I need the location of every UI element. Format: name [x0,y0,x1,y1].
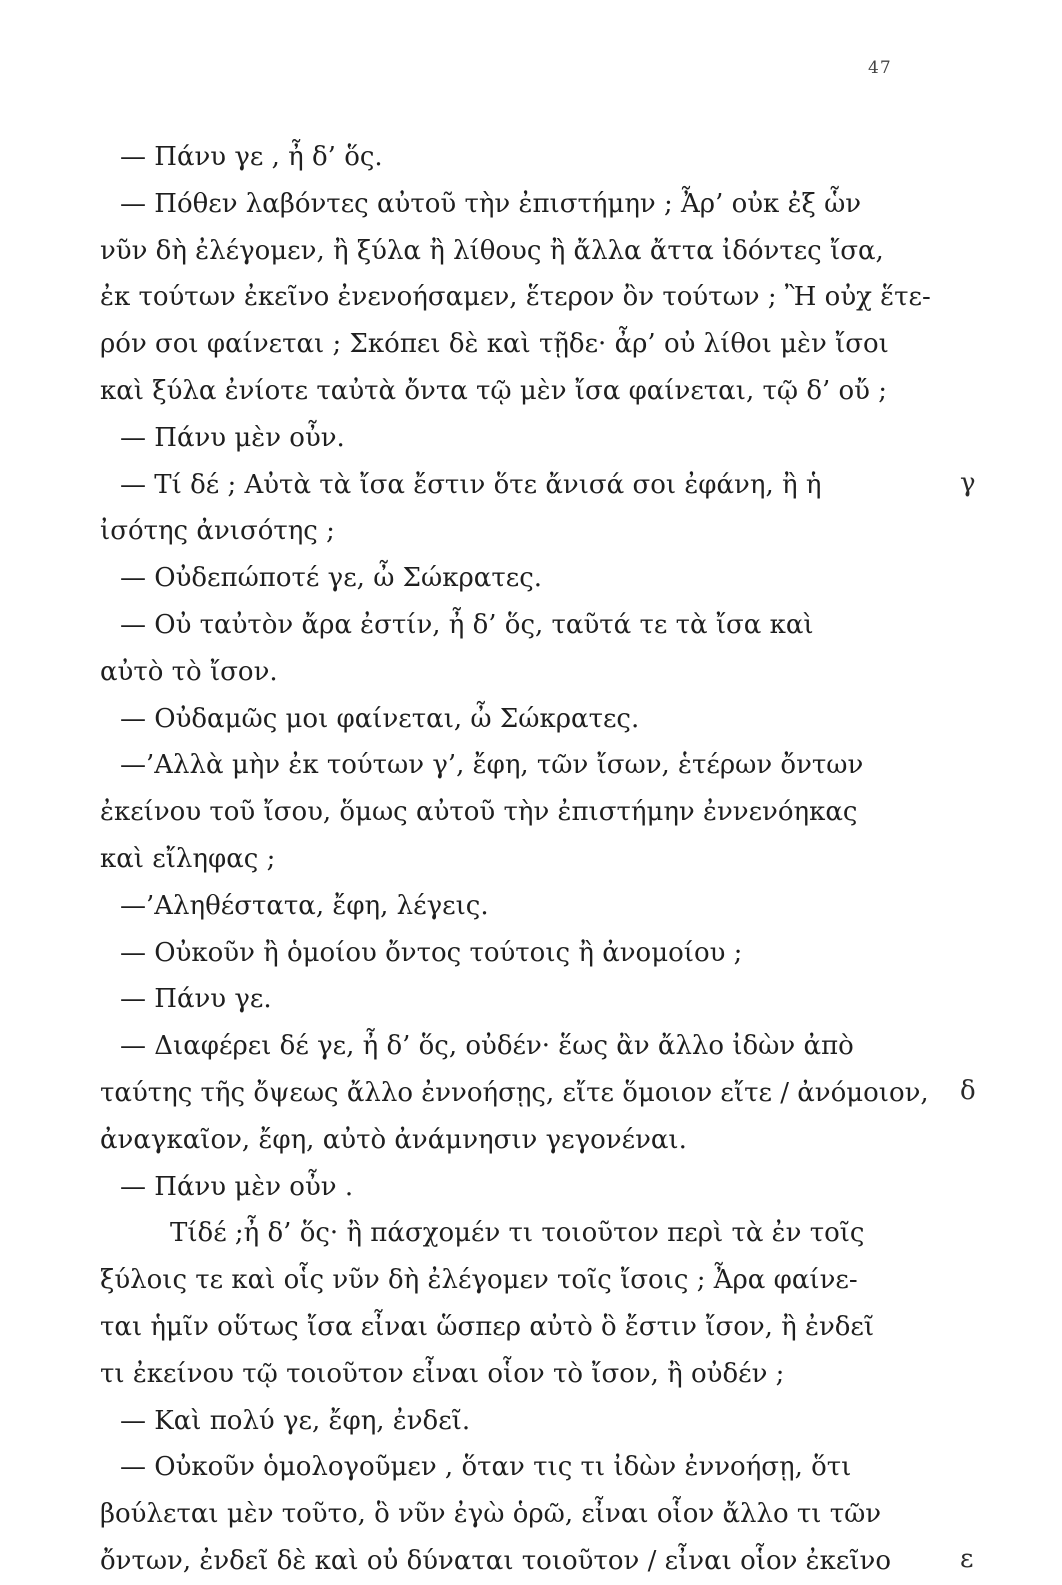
text-line: — Οὐ ταὐτὸν ἄρα ἐστίν, ἦ δ’ ὅς, ταῦτά τε τὰ ἴσα καὶ [120,609,814,640]
text-line: — Πόθεν λαβόντες αὐτοῦ τὴν ἐπιστήμην ; Ἆρ’ οὐκ ἐξ ὧν [120,188,862,219]
text-line: — Τί δέ ; Αὐτὰ τὰ ἴσα ἔστιν ὅτε ἄνισά σοι ἐφάνη, ἢ ἡ [120,469,822,500]
text-line: ἀναγκαῖον, ἔφη, αὐτὸ ἀνάμνησιν γεγονέναι. [100,1124,687,1155]
text-line: ξύλοις τε καὶ οἷς νῦν δὴ ἐλέγομεν τοῖς ἴσοις ; Ἆρα φαίνε- [100,1265,858,1296]
text-line: βούλεται μὲν τοῦτο, ὃ νῦν ἐγὼ ὁρῶ, εἶναι οἷον ἄλλο τι τῶν [100,1499,882,1530]
text-line: — Πάνυ μὲν οὖν. [120,422,345,453]
text-line: Τίδέ ;ἦ δ’ ὅς· ἢ πάσχομέν τι τοιοῦτον περὶ τὰ ἐν τοῖς [170,1218,865,1249]
text-line: — Πάνυ γε , ἦ δ’ ὅς. [120,142,383,172]
text-line: ρόν σοι φαίνεται ; Σκόπει δὲ καὶ τῇδε· ἆρ’ οὐ λίθοι μὲν ἴσοι [100,329,889,360]
text-line: —’Αλλὰ μὴν ἐκ τούτων γ’, ἔφη, τῶν ἴσων, ἑτέρων ὄντων [120,750,864,781]
margin-section-letter: ε [960,1544,974,1574]
text-line: — Διαφέρει δέ γε, ἦ δ’ ὅς, οὐδέν· ἕως ἂν ἄλλο ἰδὼν ἀπὸ [120,1031,854,1062]
text-line: ται ἡμῖν οὕτως ἴσα εἶναι ὥσπερ αὐτὸ ὃ ἔστιν ἴσον, ἢ ἐνδεῖ [100,1311,875,1342]
text-line: ταύτης τῆς ὄψεως ἄλλο ἐννοήσῃς, εἴτε ὅμοιον εἴτε / ἀνόμοιον, [100,1077,929,1108]
text-line: ἐκ τούτων ἐκεῖνο ἐνενοήσαμεν, ἕτερον ὂν τούτων ; Ἢ οὐχ ἕτε- [100,282,931,313]
text-line: νῦν δὴ ἐλέγομεν, ἢ ξύλα ἢ λίθους ἢ ἄλλα ἄττα ἰδόντες ἴσα, [100,235,884,266]
text-line: — Οὐκοῦν ὁμολογοῦμεν , ὅταν τις τι ἰδὼν ἐννοήσῃ, ὅτι [120,1452,852,1483]
text-line: καὶ ξύλα ἐνίοτε ταὐτὰ ὄντα τῷ μὲν ἴσα φαίνεται, τῷ δ’ οὔ ; [100,375,887,406]
text-line: αὐτὸ τὸ ἴσον. [100,656,278,687]
text-line: ἰσότης ἀνισότης ; [100,516,335,547]
text-line: — Οὐκοῦν ἢ ὁμοίου ὄντος τούτοις ἢ ἀνομοίου ; [120,937,743,968]
text-line: ἐκείνου τοῦ ἴσου, ὅμως αὐτοῦ τὴν ἐπιστήμην ἐννενόηκας [100,797,858,828]
text-block [100,134,940,1585]
text-line: —’Αληθέστατα, ἔφη, λέγεις. [120,890,489,921]
text-line: — Οὐδεπώποτέ γε, ὦ Σώκρατες. [120,563,543,594]
text-line: — Καὶ πολύ γε, ἔφη, ἐνδεῖ. [120,1405,471,1436]
text-line: καὶ εἴληφας ; [100,843,276,874]
text-line: — Οὐδαμῶς μοι φαίνεται, ὦ Σώκρατες. [120,703,640,734]
page-number: 47 [868,58,892,78]
text-line: — Πάνυ γε. [120,984,272,1015]
text-line: — Πάνυ μὲν οὖν . [120,1171,354,1202]
text-line: ὄντων, ἐνδεῖ δὲ καὶ οὐ δύναται τοιοῦτον / εἶναι οἷον ἐκεῖνο [100,1545,892,1576]
margin-section-letter: γ [960,467,976,498]
text-line: τι ἐκείνου τῷ τοιοῦτον εἶναι οἷον τὸ ἴσον, ἢ οὐδέν ; [100,1358,785,1389]
margin-section-letter: δ [960,1076,976,1106]
